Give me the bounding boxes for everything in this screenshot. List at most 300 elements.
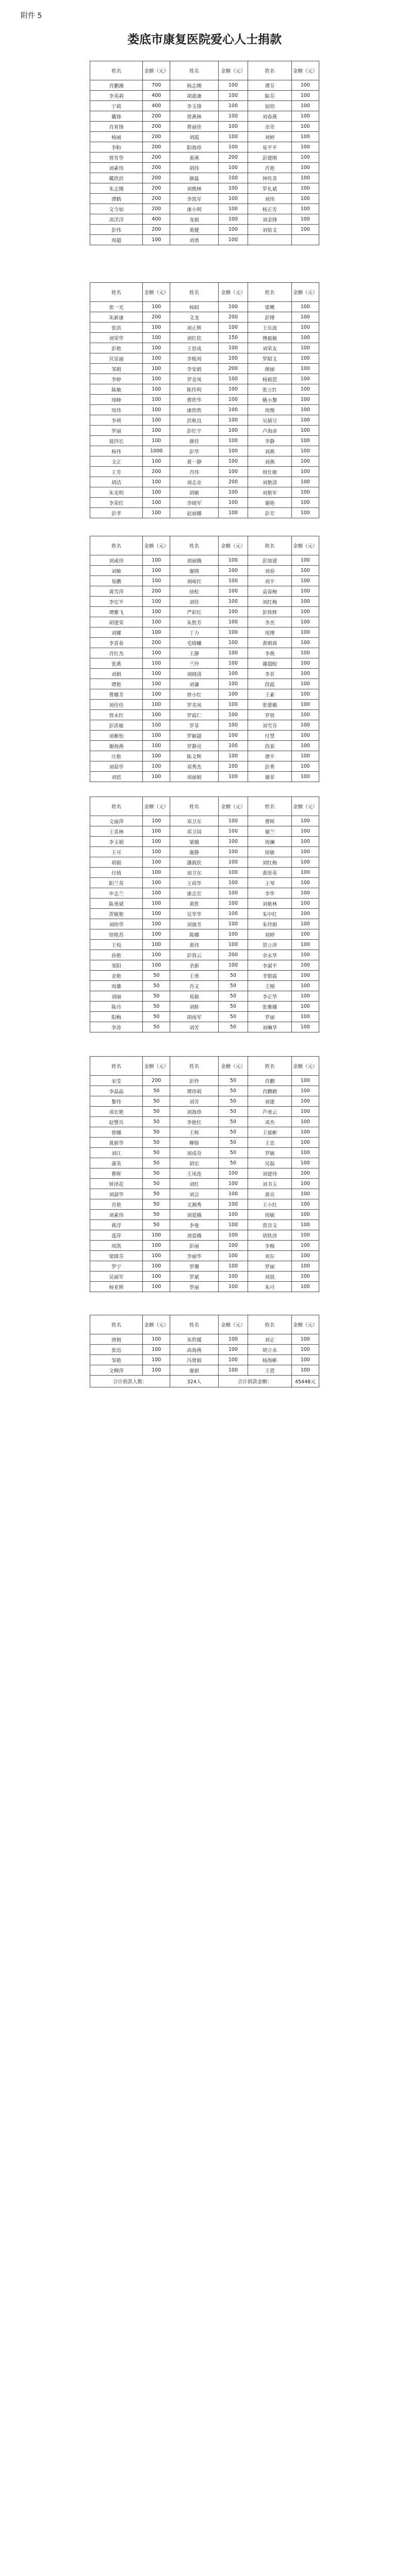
table-row <box>90 415 319 426</box>
donor-name: 段霞 <box>248 679 291 689</box>
donor-name: 陈芬 <box>248 91 291 101</box>
donation-amount: 100 <box>218 122 248 132</box>
table-row <box>90 1117 319 1127</box>
donation-table-block <box>90 1056 319 1292</box>
donation-amount: 100 <box>291 1107 319 1117</box>
donation-amount: 100 <box>143 940 170 950</box>
donor-name: 刘婷 <box>248 132 291 142</box>
donor-name: 康小明 <box>170 204 218 214</box>
donor-name: 黄雪萍 <box>90 586 143 597</box>
donation-amount: 50 <box>143 1148 170 1158</box>
donor-name: 吴磊 <box>248 1158 291 1168</box>
donation-amount: 100 <box>218 132 248 142</box>
donation-amount: 100 <box>218 163 248 173</box>
table-row <box>90 353 319 364</box>
donation-amount: 100 <box>291 477 319 487</box>
table-row <box>90 302 319 312</box>
donation-amount: 50 <box>218 981 248 991</box>
donation-amount: 100 <box>218 1355 248 1365</box>
donation-amount: 100 <box>291 225 319 235</box>
donor-name: 王恩 <box>248 1365 291 1376</box>
donation-amount: 100 <box>143 761 170 772</box>
donor-name: 刘书玉 <box>248 1179 291 1189</box>
donor-name: 王琴 <box>248 878 291 888</box>
donation-amount: 100 <box>291 909 319 919</box>
donor-name: 刘淑华 <box>90 1189 143 1199</box>
donation-amount: 50 <box>218 1096 248 1107</box>
header-name: 姓名 <box>90 797 143 816</box>
donation-amount: 100 <box>291 960 319 971</box>
donation-amount: 100 <box>218 508 248 518</box>
donation-amount: 100 <box>291 91 319 101</box>
donation-amount: 100 <box>218 1272 248 1282</box>
donor-name <box>248 235 291 245</box>
donor-name: 戴锋 <box>90 111 143 122</box>
donation-amount: 100 <box>291 312 319 323</box>
donation-amount: 100 <box>143 837 170 847</box>
donation-amount: 100 <box>218 761 248 772</box>
donor-name: 刘芳 <box>170 1096 218 1107</box>
donation-amount: 100 <box>291 132 319 142</box>
table-row <box>90 772 319 782</box>
donation-amount: 100 <box>291 586 319 597</box>
donation-amount: 50 <box>218 1117 248 1127</box>
donation-amount: 100 <box>143 617 170 628</box>
donation-amount: 100 <box>291 1261 319 1272</box>
table-row <box>90 628 319 638</box>
donor-name: 肖伟 <box>170 467 218 477</box>
donation-amount: 100 <box>143 1251 170 1261</box>
donor-name: 陈传明 <box>170 384 218 395</box>
donor-name: 钟传喜 <box>248 173 291 183</box>
header-name: 姓名 <box>90 283 143 302</box>
donation-amount: 100 <box>291 710 319 720</box>
donation-amount: 50 <box>218 1012 248 1022</box>
table-row <box>90 446 319 456</box>
donor-name: 谢超蛟 <box>248 658 291 669</box>
donation-amount: 200 <box>143 204 170 214</box>
donor-name: 刘敏 <box>90 566 143 576</box>
donor-name: 罗礼斌 <box>248 183 291 194</box>
donor-name: 周凯 <box>90 1241 143 1251</box>
donation-amount: 100 <box>291 101 319 111</box>
donation-amount: 100 <box>143 235 170 245</box>
donation-amount: 100 <box>291 142 319 152</box>
donation-amount: 100 <box>218 183 248 194</box>
table-row <box>90 971 319 981</box>
table-row <box>90 761 319 772</box>
donation-amount: 100 <box>291 333 319 343</box>
donation-amount: 200 <box>143 1076 170 1086</box>
donor-name: 李梅 <box>248 1241 291 1251</box>
donor-name: 张洪 <box>90 323 143 333</box>
donor-name: 周俊 <box>248 405 291 415</box>
attachment-5-title: 娄底市康复医院爱心人士捐款 <box>127 32 282 46</box>
table-row <box>90 1220 319 1230</box>
donation-amount: 100 <box>291 1022 319 1032</box>
donation-amount: 100 <box>291 751 319 761</box>
donor-name: 易平平 <box>248 142 291 152</box>
donor-name: 彭孝 <box>90 508 143 518</box>
donor-name: 朱可 <box>248 1282 291 1292</box>
donor-name: 刘谦 <box>170 679 218 689</box>
donation-amount: 100 <box>218 456 248 467</box>
donor-name: 谢兰 <box>248 826 291 837</box>
donor-name: 宁莉 <box>90 101 143 111</box>
total-amount-label: 合计捐款金额： <box>218 1376 291 1387</box>
donor-name: 蒲英 <box>90 1158 143 1168</box>
donor-name: 刘红 <box>170 1179 218 1189</box>
donor-name: 刘建 <box>248 1096 291 1107</box>
header-amount: 金额（元） <box>291 1057 319 1076</box>
donation-table-block <box>90 61 319 245</box>
donor-name: 王静 <box>170 648 218 658</box>
table-row <box>90 323 319 333</box>
donation-amount: 200 <box>143 194 170 204</box>
donor-name: 肖鹏鹤 <box>248 1086 291 1096</box>
donor-name: 周峰 <box>90 395 143 405</box>
table-row <box>90 487 319 498</box>
donation-amount: 100 <box>291 364 319 374</box>
donation-amount: 100 <box>291 857 319 868</box>
donation-amount: 100 <box>291 888 319 899</box>
table-row <box>90 111 319 122</box>
donation-amount: 100 <box>218 555 248 566</box>
donation-amount: 100 <box>291 981 319 991</box>
donation-amount: 100 <box>218 1241 248 1251</box>
donor-name: 罗丽 <box>90 426 143 436</box>
donation-amount: 100 <box>218 751 248 761</box>
donor-name: 肖育锋 <box>90 122 143 132</box>
donation-amount: 50 <box>143 1210 170 1220</box>
table-row <box>90 991 319 1002</box>
donor-name: 胡洁 <box>90 477 143 487</box>
donor-name: 罗丽 <box>248 1261 291 1272</box>
donor-name: 曹欣华 <box>170 395 218 405</box>
donation-amount: 100 <box>143 899 170 909</box>
header-name: 姓名 <box>170 536 218 555</box>
donation-amount: 50 <box>143 1117 170 1127</box>
table-row <box>90 456 319 467</box>
donation-amount: 100 <box>143 648 170 658</box>
donor-name: 陈勇斌 <box>90 899 143 909</box>
donor-name: 刘素伟 <box>90 163 143 173</box>
donor-name: 聂四长 <box>90 436 143 446</box>
donor-name: 黄新华 <box>90 1138 143 1148</box>
table-row <box>90 658 319 669</box>
donor-name: 李晶晶 <box>90 1086 143 1096</box>
donation-amount: 100 <box>291 1230 319 1241</box>
donor-name: 余奇 <box>248 122 291 132</box>
donor-name: 赵丽娜 <box>170 508 218 518</box>
donor-name: 刘芳 <box>170 1022 218 1032</box>
donation-amount: 100 <box>291 1220 319 1230</box>
donor-name: 彭加建 <box>248 555 291 566</box>
donation-amount: 200 <box>143 225 170 235</box>
donation-amount: 50 <box>143 1002 170 1012</box>
table-row <box>90 566 319 576</box>
donation-amount: 100 <box>218 225 248 235</box>
donor-name: 李曼 <box>170 1220 218 1230</box>
donation-amount: 100 <box>291 617 319 628</box>
donation-amount: 1000 <box>143 446 170 456</box>
donation-amount: 100 <box>218 899 248 909</box>
header-name: 姓名 <box>248 536 291 555</box>
donation-amount: 100 <box>218 1168 248 1179</box>
table-row <box>90 142 319 152</box>
attachment-5-label: 附件 5 <box>21 12 42 20</box>
donor-name: 刘丽 <box>90 991 143 1002</box>
table-row <box>90 1002 319 1012</box>
donation-amount: 200 <box>143 183 170 194</box>
donation-amount: 100 <box>291 648 319 658</box>
donor-name: 屈绍 <box>248 101 291 111</box>
donation-table-block <box>90 1315 319 1387</box>
table-row <box>90 950 319 960</box>
donation-amount: 100 <box>291 950 319 960</box>
table-row <box>90 878 319 888</box>
table-row <box>90 1282 319 1292</box>
donation-amount: 100 <box>143 868 170 878</box>
donor-name: 李燕 <box>248 648 291 658</box>
donation-amount: 100 <box>291 1148 319 1158</box>
donor-name: 罗丽 <box>248 1012 291 1022</box>
donation-amount: 100 <box>218 1334 248 1345</box>
donation-amount: 100 <box>291 1189 319 1199</box>
donation-amount: 100 <box>218 405 248 415</box>
table-row <box>90 508 319 518</box>
donation-amount: 100 <box>291 816 319 826</box>
donation-amount: 50 <box>218 1138 248 1148</box>
donation-amount: 100 <box>143 816 170 826</box>
donor-name: 曹晖 <box>90 1168 143 1179</box>
table-row <box>90 1158 319 1168</box>
donor-name: 刘素伟 <box>90 1210 143 1220</box>
donor-name: 彭秀 <box>248 761 291 772</box>
donor-name: 朱新康 <box>90 312 143 323</box>
donation-amount: 100 <box>291 111 319 122</box>
donation-amount: 100 <box>291 700 319 710</box>
donor-name: 李婷 <box>90 374 143 384</box>
header-amount: 金额（元） <box>291 797 319 816</box>
donation-amount: 100 <box>291 826 319 837</box>
donation-amount: 200 <box>143 163 170 173</box>
donor-name: 刘勇 <box>170 235 218 245</box>
donation-amount: 100 <box>291 456 319 467</box>
donor-name: 杨正芳 <box>248 204 291 214</box>
donor-name: 罗昭文 <box>248 353 291 364</box>
header-name: 姓名 <box>248 1315 291 1334</box>
donor-name: 肖鹏 <box>248 1076 291 1086</box>
donor-name: 朱光明 <box>90 487 143 498</box>
donor-name: 贺敏艳 <box>90 909 143 919</box>
donation-amount: 100 <box>218 415 248 426</box>
donation-amount: 100 <box>218 91 248 101</box>
donor-name: 赵譬兵 <box>90 1117 143 1127</box>
table-row <box>90 940 319 950</box>
donation-amount: 100 <box>143 710 170 720</box>
donation-amount: 100 <box>143 1355 170 1365</box>
donor-name: 李安娟 <box>170 364 218 374</box>
donor-name: 李玉娟 <box>90 837 143 847</box>
donation-amount: 200 <box>143 638 170 648</box>
donor-name: 徐松 <box>170 586 218 597</box>
donation-amount: 50 <box>218 1127 248 1138</box>
donation-amount: 50 <box>218 1022 248 1032</box>
donation-amount: 150 <box>218 333 248 343</box>
donation-amount: 100 <box>218 919 248 929</box>
donation-amount: 100 <box>143 720 170 731</box>
table-row <box>90 981 319 991</box>
donation-amount: 200 <box>143 173 170 183</box>
table-row <box>90 1261 319 1272</box>
donation-table-block <box>90 796 319 1032</box>
donation-amount: 50 <box>218 971 248 981</box>
donor-name: 李华 <box>248 888 291 899</box>
donation-amount: 700 <box>143 80 170 91</box>
table-row <box>90 1076 319 1086</box>
donation-amount: 100 <box>291 1127 319 1138</box>
donation-amount: 100 <box>143 847 170 857</box>
donation-amount: 100 <box>218 374 248 384</box>
donor-name: 肖文 <box>170 981 218 991</box>
donor-name: 胡毅 <box>90 857 143 868</box>
table-row <box>90 1168 319 1179</box>
donor-name: 张雅娜 <box>248 1002 291 1012</box>
table-row <box>90 868 319 878</box>
donor-name: 谢艳 <box>248 498 291 508</box>
table-row <box>90 1230 319 1241</box>
total-count: 324人 <box>170 1376 218 1387</box>
donor-name: 文湘秀 <box>170 1199 218 1210</box>
donation-amount: 100 <box>291 929 319 940</box>
donation-amount: 100 <box>218 1365 248 1376</box>
header-name: 姓名 <box>90 61 143 80</box>
donor-name: 余新 <box>170 960 218 971</box>
donor-name: 黄彤英 <box>248 868 291 878</box>
donor-name: 杨亚辉 <box>90 1282 143 1292</box>
donor-name: 刘江 <box>90 1148 143 1158</box>
donation-amount: 100 <box>291 1158 319 1168</box>
donation-amount: 50 <box>143 1127 170 1138</box>
donor-name: 谭芬 <box>248 80 291 91</box>
table-row <box>90 929 319 940</box>
donation-amount: 100 <box>143 1365 170 1376</box>
donation-amount: 100 <box>218 467 248 477</box>
header-name: 姓名 <box>248 283 291 302</box>
table-row <box>90 919 319 929</box>
donation-amount: 100 <box>291 323 319 333</box>
table-row <box>90 710 319 720</box>
donation-amount: 50 <box>143 1012 170 1022</box>
donor-name: 朱志刚 <box>90 183 143 194</box>
donor-name: 彭艳 <box>90 343 143 353</box>
donation-amount: 100 <box>291 1282 319 1292</box>
donor-name: 彭伶 <box>170 1076 218 1086</box>
donation-amount: 100 <box>218 628 248 638</box>
donation-amount: 100 <box>143 689 170 700</box>
donation-amount: 100 <box>143 508 170 518</box>
donor-name: 芦勇云 <box>248 1107 291 1117</box>
donation-amount: 50 <box>143 1022 170 1032</box>
table-row <box>90 163 319 173</box>
table-row <box>90 847 319 857</box>
donation-amount: 200 <box>143 152 170 163</box>
donor-name: 胡敏 <box>170 487 218 498</box>
donor-name: 罗丽 <box>170 1282 218 1292</box>
donor-name: 邓秀杰 <box>170 761 218 772</box>
donation-amount: 100 <box>291 343 319 353</box>
donation-amount: 50 <box>143 1168 170 1179</box>
donor-name: 曾芳华 <box>90 152 143 163</box>
donation-amount: 100 <box>291 194 319 204</box>
donor-name: 刘琳华 <box>248 1022 291 1032</box>
donation-amount: 100 <box>291 405 319 415</box>
donation-amount: 100 <box>218 741 248 751</box>
donation-amount: 100 <box>218 173 248 183</box>
donation-amount: 100 <box>291 919 319 929</box>
table-row <box>90 91 319 101</box>
donor-name: 罗菲 <box>170 720 218 731</box>
donor-name: 梁圆芬 <box>90 1251 143 1261</box>
donor-name: 罗静亮 <box>170 741 218 751</box>
donor-name: 阳梅 <box>90 1012 143 1022</box>
donation-amount: 100 <box>143 353 170 364</box>
donor-name: 周博 <box>248 628 291 638</box>
donation-amount: 100 <box>218 857 248 868</box>
donor-name: 周雄 <box>90 981 143 991</box>
donor-name: 李根周 <box>170 353 218 364</box>
donor-name: 吴婧豆 <box>248 415 291 426</box>
donor-name: 刘东 <box>248 1251 291 1261</box>
table-row <box>90 1022 319 1032</box>
table-header-row <box>90 61 319 80</box>
table-row <box>90 899 319 909</box>
donation-amount: 100 <box>291 1334 319 1345</box>
donor-name: 张婆娥 <box>248 700 291 710</box>
donor-name: 杨毅恩 <box>248 374 291 384</box>
table-row <box>90 1189 319 1199</box>
donation-amount: 100 <box>291 1076 319 1086</box>
donation-amount: 200 <box>218 477 248 487</box>
donation-amount: 100 <box>143 919 170 929</box>
donor-name: 刘卫东 <box>170 868 218 878</box>
donation-amount: 100 <box>291 1179 319 1189</box>
donor-name: 张一光 <box>90 302 143 312</box>
donor-name: 李茗 <box>248 669 291 679</box>
donation-amount: 100 <box>218 837 248 847</box>
donor-name: 刘成奇 <box>170 1148 218 1158</box>
header-amount: 金额（元） <box>291 1315 319 1334</box>
donation-amount: 100 <box>291 1138 319 1148</box>
donation-amount: 100 <box>143 498 170 508</box>
donation-amount: 100 <box>218 353 248 364</box>
donation-amount: 100 <box>218 1282 248 1292</box>
donation-amount: 100 <box>218 1230 248 1241</box>
donation-amount: 100 <box>218 395 248 405</box>
donor-name: 李玉锋 <box>170 101 218 111</box>
header-name: 姓名 <box>90 1315 143 1334</box>
table-row <box>90 689 319 700</box>
donor-name: 黄健 <box>170 225 218 235</box>
donation-amount: 100 <box>218 487 248 498</box>
donation-amount: 100 <box>218 586 248 597</box>
donor-name: 彭铁辉 <box>248 607 291 617</box>
table-row <box>90 700 319 710</box>
donation-amount: 100 <box>143 826 170 837</box>
donor-name: 刘燕 <box>248 456 291 467</box>
donor-name: 贺立萍 <box>248 940 291 950</box>
